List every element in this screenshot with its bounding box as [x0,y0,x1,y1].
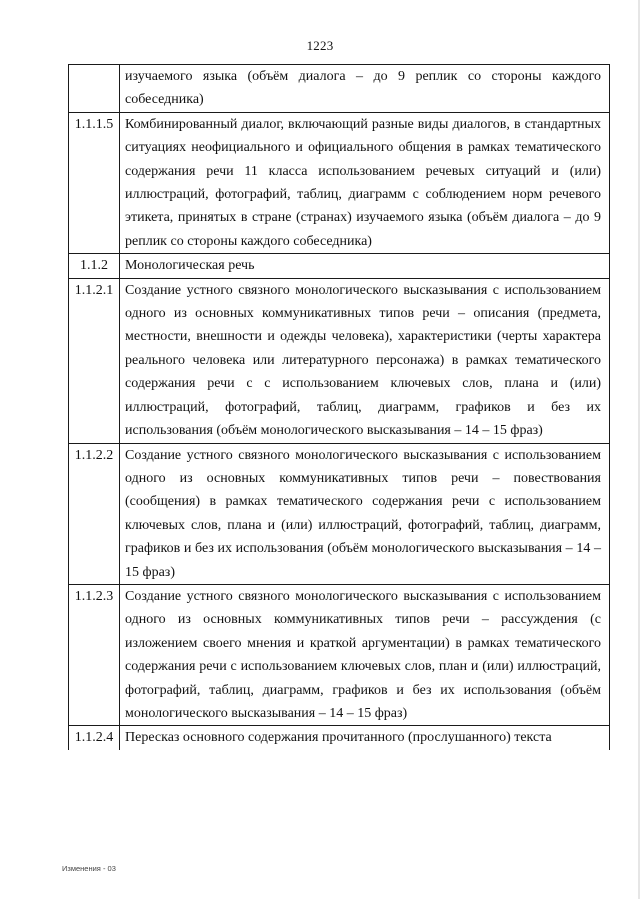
row-number: 1.1.2 [69,254,120,278]
row-number: 1.1.1.5 [69,112,120,253]
page-number: 1223 [306,38,334,53]
row-text: Комбинированный диалог, включающий разные виды диалогов, в стандартных ситуациях неофициального и официального общения в рамках тематического содержания речи 11 класса использованием речевых ситуаций и (или) иллюстраций, фотографий, таблиц, диаграмм с соблюдением норм речевого этикета, принятых в стране (странах) изучаемого языка (объём диалога – до 9 реплик со стороны каждого собеседника) [120,112,610,253]
footer-note: Изменения - 03 [62,864,116,873]
row-text: Создание устного связного монологического высказывания с использованием одного из основных коммуникативных типов речи – описания (предмета, местности, внешности и одежды человека), характеристики (черты характера реального человека или литературного персонажа) в рамках тематического содержания речи с с использованием ключевых слов, плана и (или) иллюстраций, фотографий, таблиц, диаграмм, графиков и без их использования (объём монологического высказывания – 14 – 15 фраз) [120,278,610,443]
row-text: Создание устного связного монологического высказывания с использованием одного из основных коммуникативных типов речи – рассуждения (с изложением своего мнения и краткой аргументации) в рамках тематического содержания речи с использованием ключевых слов, план и (или) иллюстраций, фотографий, таблиц, диаграмм, графиков и без их использования (объём монологического высказывания – 14 – 15 фраз) [120,584,610,725]
row-number [69,65,120,113]
table-row [69,726,610,750]
content-table [68,64,610,750]
row-text: Монологическая речь [120,254,610,278]
table-row [69,584,610,725]
row-text: Создание устного связного монологического высказывания с использованием одного из основных коммуникативных типов речи – повествования (сообщения) в рамках тематического содержания речи с использованием ключевых слов, плана и (или) иллюстраций, фотографий, таблиц, диаграмм, графиков и без их использования (объём монологического высказывания – 14 – 15 фраз) [120,443,610,584]
table-row [69,112,610,253]
table-row [69,443,610,584]
table-row [69,254,610,278]
row-number: 1.1.2.2 [69,443,120,584]
row-number: 1.1.2.3 [69,584,120,725]
row-number: 1.1.2.1 [69,278,120,443]
row-text: Пересказ основного содержания прочитанного (прослушанного) текста [120,726,610,750]
table-row [69,65,610,113]
row-text: изучаемого языка (объём диалога – до 9 реплик со стороны каждого собеседника) [120,65,610,113]
row-number: 1.1.2.4 [69,726,120,750]
table-row [69,278,610,443]
